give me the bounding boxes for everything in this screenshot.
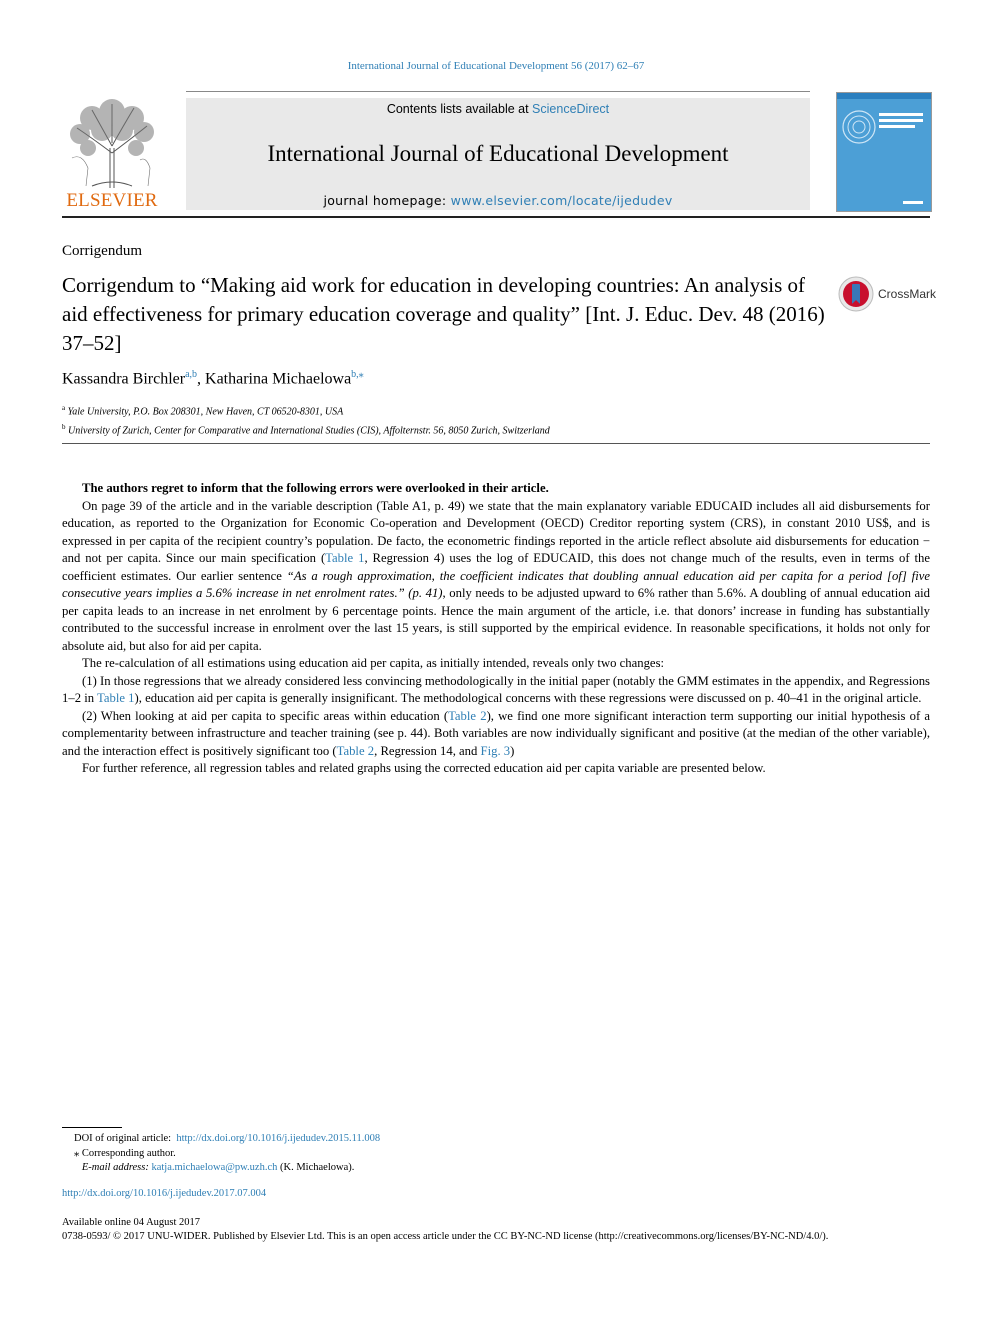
paragraph-3 <box>62 673 930 708</box>
affiliation-text: University of Zurich, Center for Comparative and International Studies (CIS), Affolternstr. 56, 8050 Zurich, Switzerland <box>68 425 550 437</box>
journal-title: International Journal of Educational Development <box>267 141 729 166</box>
available-online: Available online 04 August 2017 <box>62 1217 201 1228</box>
footnotes <box>74 1132 380 1176</box>
affiliation-label: a <box>62 404 66 412</box>
footnote-rule <box>62 1127 122 1128</box>
homepage-line <box>186 193 810 208</box>
text-run: ), education aid per capita is generally insignificant. The methodological concerns with these regressions were discussed on p. 40–41 in the original article. <box>134 691 922 705</box>
contents-prefix: Contents lists available at <box>386 102 533 116</box>
footnote-text: Corresponding author. <box>81 1147 176 1159</box>
affiliation-b <box>62 420 550 439</box>
lead-paragraph: The authors regret to inform that the following errors were overlooked in their article. <box>82 481 549 495</box>
author-separator: , <box>197 370 206 388</box>
journal-cover-thumbnail[interactable] <box>836 92 932 212</box>
email-label: E-mail address: <box>81 1162 149 1173</box>
paragraph-4 <box>62 708 930 761</box>
license-statement: 0738-0593/ © 2017 UNU-WIDER. Published by Elsevier Ltd. This is an open access article under the CC BY-NC-ND license (http://creativecommons.org/licenses/BY-NC-ND/4.0/). <box>62 1231 829 1242</box>
fig-3-link[interactable]: Fig. 3 <box>480 743 511 758</box>
article-body <box>62 480 930 778</box>
author-affiliation-marker[interactable]: a,b <box>185 369 198 380</box>
header-divider <box>186 91 810 92</box>
affiliation-label: b <box>62 422 66 431</box>
section-divider <box>62 443 930 444</box>
text-run: ) <box>510 743 515 758</box>
author-name[interactable]: Katharina Michaelowa <box>205 370 352 388</box>
table-1-link[interactable]: Table 1 <box>325 551 365 565</box>
table-1-link[interactable]: Table 1 <box>97 691 135 705</box>
quoted-sentence: “As a rough approximation, the coefficient indicates that doubling annual education aid per capita for a period [of] five consecutive years implies a 5.6% increase in net enrolment rates.” (p. 41) <box>62 568 930 600</box>
text-run: (2) When looking at aid per capita to specific areas within education ( <box>82 708 449 723</box>
homepage-prefix: journal homepage: <box>323 193 451 208</box>
author-list <box>62 369 364 388</box>
paragraph-5: For further reference, all regression tables and related graphs using the corrected education aid per capita variable are presented below. <box>82 761 766 775</box>
footnote-marker: ⁎ <box>74 1147 80 1159</box>
text-run: (1) In those regressions that we already considered less convincing methodologically in the initial paper (notably the GMM estimates in the appendix, and Regressions 1–2 in <box>62 673 930 705</box>
text-run: , Regression 4) uses the log of EDUCAID, this does not change much of the results, even in terms of the coefficient estimates. Our earlier sentence <box>62 551 930 583</box>
text-run: , Regression 14, and <box>374 743 481 758</box>
email-link[interactable]: katja.michaelowa@pw.uzh.ch <box>151 1162 278 1173</box>
paragraph-1 <box>62 498 930 656</box>
journal-cover-icon <box>837 93 931 211</box>
affiliation-text: Yale University, P.O. Box 208301, New Haven, CT 06520-8301, USA <box>67 406 344 418</box>
doi-text[interactable]: http://dx.doi.org/10.1016/j.ijedudev.2017.07.004 <box>62 1188 267 1199</box>
email-suffix: (K. Michaelowa). <box>280 1162 355 1173</box>
elsevier-wordmark: ELSEVIER <box>66 190 158 211</box>
author-affiliation-marker[interactable] <box>351 369 364 380</box>
corresponding-author-marker[interactable]: ⁎ <box>358 369 364 380</box>
footnote-label: DOI of original article: <box>74 1133 172 1144</box>
elsevier-logo[interactable] <box>62 98 162 212</box>
journal-citation[interactable]: International Journal of Educational Development 56 (2017) 62–67 <box>347 60 645 72</box>
header-rule <box>62 216 930 218</box>
article-doi-link[interactable] <box>62 1188 266 1199</box>
crossmark-label: CrossMark <box>878 287 937 301</box>
email-footnote <box>74 1161 380 1176</box>
corresponding-footnote <box>74 1147 380 1162</box>
contents-line <box>186 102 810 116</box>
affiliation-a <box>62 401 550 420</box>
crossmark-icon <box>838 276 874 312</box>
journal-homepage-link[interactable]: www.elsevier.com/locate/ijedudev <box>450 193 673 208</box>
paragraph-2: The re-calculation of all estimations using education aid per capita, as initially intended, reveals only two changes: <box>82 656 665 670</box>
text-run: On page 39 of the article and in the variable description (Table A1, p. 49) we state that the main explanatory variable EDUCAID includes all aid disbursements for education, as reported to the Organization for Economic Co-operation and Development (OECD) Creditor reporting system (CRS), in constant 2010 US$, and is expressed in per capita of the recipient country’s population. De facto, the econometric findings reported in the article reflect absolute aid disbursements for education − and not per capita. Since our main specification ( <box>62 498 930 565</box>
sciencedirect-link[interactable]: ScienceDirect <box>532 102 610 116</box>
text-run: ), we find one more significant interaction term supporting our initial hypothesis of a complementarity between infrastructure and teacher training (see p. 44). Both variables are now individually significant and positive (at the median of the other variable), and the interaction effect is positively significant too ( <box>62 708 930 758</box>
crossmark-badge[interactable] <box>838 276 938 312</box>
text-run: , only needs to be adjusted upward to 6% rather than 5.6%. A doubling of annual education aid per capita leads to an increase in net enrolment by 6 percentage points. Hence the main argument of the article, i.e. that donors’ increase in funding has substantially contributed to the successful increase in enrolment over the last 15 years, is still supported by the empirical evidence. In reasonable specifications, it holds not only for absolute aid, but also for aid per capita. <box>62 586 930 653</box>
author-name[interactable]: Kassandra Birchler <box>62 370 186 388</box>
original-doi-link[interactable]: http://dx.doi.org/10.1016/j.ijedudev.2015.11.008 <box>176 1133 381 1144</box>
article-type: Corrigendum <box>62 243 142 259</box>
article-title: Corrigendum to “Making aid work for education in developing countries: An analysis of aid effectiveness for primary education coverage and quality” [Int. J. Educ. Dev. 48 (2016) 37–52] <box>62 273 825 355</box>
original-doi-footnote <box>74 1132 380 1147</box>
journal-header <box>186 98 810 210</box>
table-2-link[interactable]: Table 2 <box>448 708 487 723</box>
table-2-link[interactable]: Table 2 <box>336 743 375 758</box>
affiliations <box>62 401 550 439</box>
author-affiliation-letters[interactable]: b, <box>351 369 359 380</box>
elsevier-tree-icon <box>62 98 162 190</box>
